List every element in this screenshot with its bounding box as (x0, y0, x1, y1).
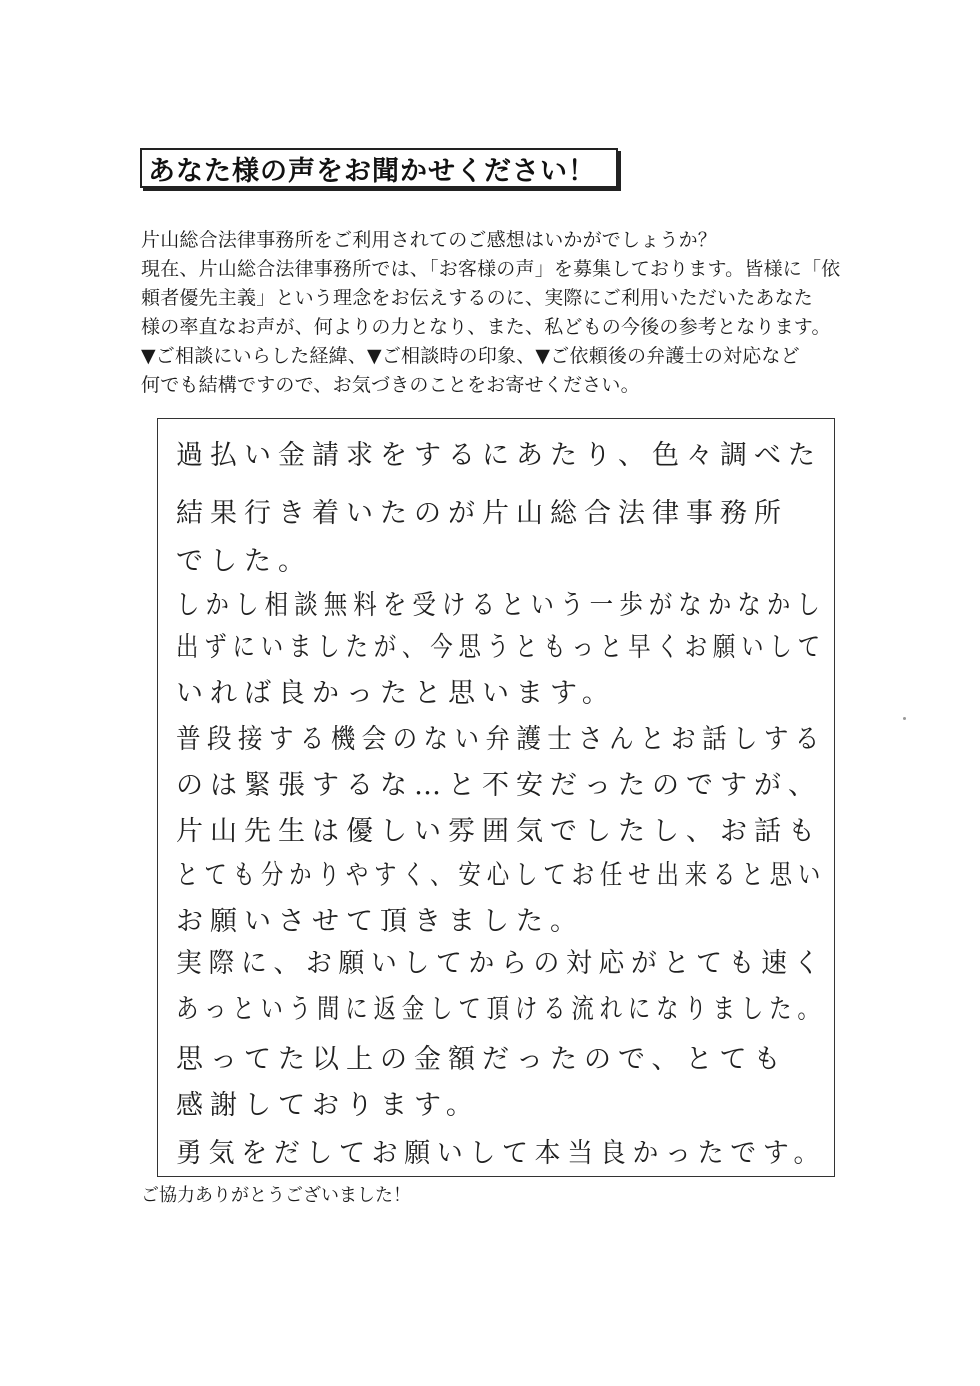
intro-line: 頼者優先主義」という理念をお伝えするのに、実際にご利用いただいたあなた (141, 287, 814, 309)
handwritten-line: でした。 (176, 546, 312, 577)
intro-line: 様の率直なお声が、何よりの力となり、また、私どもの今後の参考となります。 (141, 316, 831, 338)
handwritten-line: いれば良かったと思います。 (176, 678, 616, 709)
handwritten-line: 過払い金請求をするにあたり、色々調べた (176, 440, 822, 471)
handwritten-answer-box (157, 418, 835, 1177)
handwritten-line: のは緊張するな…と不安だったのですが、 (176, 770, 822, 801)
intro-line: 現在、片山総合法律事務所では、「お客様の声」を募集しております。皆様に「依 (141, 258, 841, 280)
handwritten-line: 勇気をだしてお願いして本当良かったです。 (176, 1138, 827, 1169)
intro-line: 片山総合法律事務所をご利用されてのご感想はいかがでしょうか？ (141, 229, 718, 251)
handwritten-line: お願いさせて頂きました。 (176, 906, 584, 937)
intro-line: ▼ご相談にいらした経緯、▼ご相談時の印象、▼ご依頼後の弁護士の対応など (141, 345, 800, 367)
form-title-box (140, 148, 618, 188)
intro-line: 何でも結構ですので、お気づきのことをお寄せください。 (141, 374, 640, 396)
handwritten-line: あっという間に返金して頂ける流れになりました。 (176, 994, 826, 1025)
handwritten-line: 結果行き着いたのが片山総合法律事務所 (176, 498, 788, 529)
handwritten-line: とても分かりやすく、安心してお任せ出来ると思い (176, 860, 827, 891)
handwritten-line: 感謝しております。 (176, 1090, 480, 1121)
handwritten-line: しかし相談無料を受けるという一歩がなかなかし (176, 590, 827, 621)
form-title: あなた様の声をお聞かせください！ (148, 155, 596, 187)
handwritten-line: 片山先生は優しい雰囲気でしたし、お話も (176, 816, 822, 847)
scan-speck (903, 717, 906, 720)
handwritten-line: 実際に、お願いしてからの対応がとても速く (176, 948, 827, 979)
handwritten-line: 思ってた以上の金額だったので、とても (176, 1044, 788, 1075)
handwritten-line: 普段接する機会のない弁護士さんとお話しする (176, 724, 826, 755)
intro-paragraph (141, 226, 841, 400)
handwritten-line: 出ずにいましたが、今思うともっと早くお願いして (176, 632, 826, 663)
closing-thanks: ご協力ありがとうございました！ (141, 1185, 411, 1206)
